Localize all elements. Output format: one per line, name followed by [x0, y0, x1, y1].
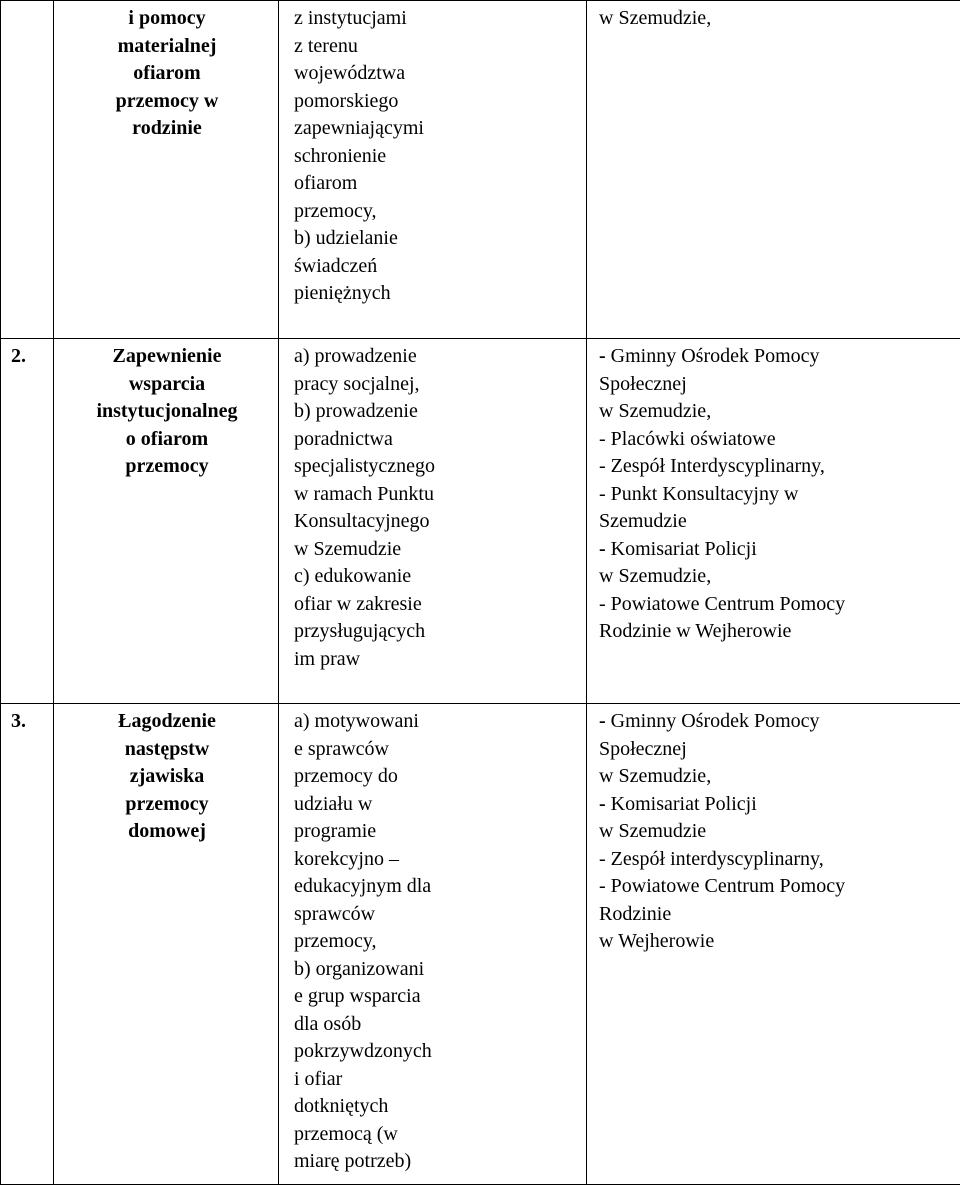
table-row: [1, 704, 960, 1185]
title-line: przemocy: [66, 453, 268, 481]
title-line: następstw: [66, 736, 268, 764]
title-line: przemocy w: [66, 88, 268, 116]
title-line: Łagodzenie: [66, 708, 268, 736]
title-line: domowej: [66, 818, 268, 846]
partner-line: - Zespół Interdyscyplinarny,: [599, 453, 950, 481]
table-row: [1, 1, 960, 339]
task-line: przemocy,: [294, 928, 576, 956]
task-line: dla osób: [294, 1011, 576, 1039]
partner-line: - Gminny Ośrodek Pomocy: [599, 343, 950, 371]
task-line: pokrzywdzonych: [294, 1038, 576, 1066]
partner-line: - Gminny Ośrodek Pomocy: [599, 708, 950, 736]
task-line: programie: [294, 818, 576, 846]
partner-line: Społecznej: [599, 371, 950, 399]
task-line: pomorskiego: [294, 88, 576, 116]
measure-tasks: [279, 1, 587, 339]
task-line: e grup wsparcia: [294, 983, 576, 1011]
measure-partners: [587, 1, 960, 339]
task-line: miarę potrzeb): [294, 1148, 576, 1176]
measure-title: [54, 339, 279, 704]
measure-tasks: [279, 704, 587, 1185]
partner-line: - Powiatowe Centrum Pomocy: [599, 591, 950, 619]
partner-line: - Komisariat Policji: [599, 536, 950, 564]
task-line: z instytucjami: [294, 5, 576, 33]
partner-line: - Komisariat Policji: [599, 791, 950, 819]
measure-tasks: [279, 339, 587, 704]
measure-partners: [587, 704, 960, 1185]
task-line: Konsultacyjnego: [294, 508, 576, 536]
partner-line: Rodzinie w Wejherowie: [599, 618, 950, 646]
task-line: ofiarom: [294, 170, 576, 198]
title-line: wsparcia: [66, 371, 268, 399]
task-line: ofiar w zakresie: [294, 591, 576, 619]
title-line: o ofiarom: [66, 426, 268, 454]
row-number: 2.: [1, 339, 54, 704]
task-line: sprawców: [294, 901, 576, 929]
partner-line: - Punkt Konsultacyjny w: [599, 481, 950, 509]
task-line: przemocy,: [294, 198, 576, 226]
task-line: i ofiar: [294, 1066, 576, 1094]
table-row: [1, 339, 960, 704]
partner-line: Społecznej: [599, 736, 950, 764]
task-line: edukacyjnym dla: [294, 873, 576, 901]
task-line: specjalistycznego: [294, 453, 576, 481]
task-line: pracy socjalnej,: [294, 371, 576, 399]
measure-title: [54, 704, 279, 1185]
task-line: a) motywowani: [294, 708, 576, 736]
task-line: poradnictwa: [294, 426, 576, 454]
partner-line: w Wejherowie: [599, 928, 950, 956]
partner-line: w Szemudzie: [599, 818, 950, 846]
partner-line: w Szemudzie,: [599, 763, 950, 791]
task-line: schronienie: [294, 143, 576, 171]
title-line: ofiarom: [66, 60, 268, 88]
partner-line: Szemudzie: [599, 508, 950, 536]
partner-line: w Szemudzie,: [599, 398, 950, 426]
task-line: przemocą (w: [294, 1121, 576, 1149]
task-line: korekcyjno –: [294, 846, 576, 874]
task-line: zapewniającymi: [294, 115, 576, 143]
task-line: województwa: [294, 60, 576, 88]
partner-line: - Placówki oświatowe: [599, 426, 950, 454]
partner-line: Rodzinie: [599, 901, 950, 929]
measure-title: [54, 1, 279, 339]
task-line: im praw: [294, 646, 576, 674]
row-number: 3.: [1, 704, 54, 1185]
title-line: Zapewnienie: [66, 343, 268, 371]
measure-partners: [587, 339, 960, 704]
title-line: materialnej: [66, 33, 268, 61]
title-line: rodzinie: [66, 115, 268, 143]
task-line: z terenu: [294, 33, 576, 61]
title-line: zjawiska: [66, 763, 268, 791]
task-line: w Szemudzie: [294, 536, 576, 564]
title-line: przemocy: [66, 791, 268, 819]
title-line: i pomocy: [66, 5, 268, 33]
partner-line: w Szemudzie,: [599, 563, 950, 591]
task-line: świadczeń: [294, 253, 576, 281]
title-line: instytucjonalneg: [66, 398, 268, 426]
task-line: w ramach Punktu: [294, 481, 576, 509]
partner-line: w Szemudzie,: [599, 5, 950, 33]
task-line: b) prowadzenie: [294, 398, 576, 426]
task-line: przysługujących: [294, 618, 576, 646]
task-line: b) organizowani: [294, 956, 576, 984]
task-line: przemocy do: [294, 763, 576, 791]
task-line: e sprawców: [294, 736, 576, 764]
task-line: dotkniętych: [294, 1093, 576, 1121]
task-line: a) prowadzenie: [294, 343, 576, 371]
task-line: pieniężnych: [294, 280, 576, 308]
task-line: b) udzielanie: [294, 225, 576, 253]
task-line: c) edukowanie: [294, 563, 576, 591]
partner-line: - Zespół interdyscyplinarny,: [599, 846, 950, 874]
row-number: [1, 1, 54, 339]
partner-line: - Powiatowe Centrum Pomocy: [599, 873, 950, 901]
task-line: udziału w: [294, 791, 576, 819]
